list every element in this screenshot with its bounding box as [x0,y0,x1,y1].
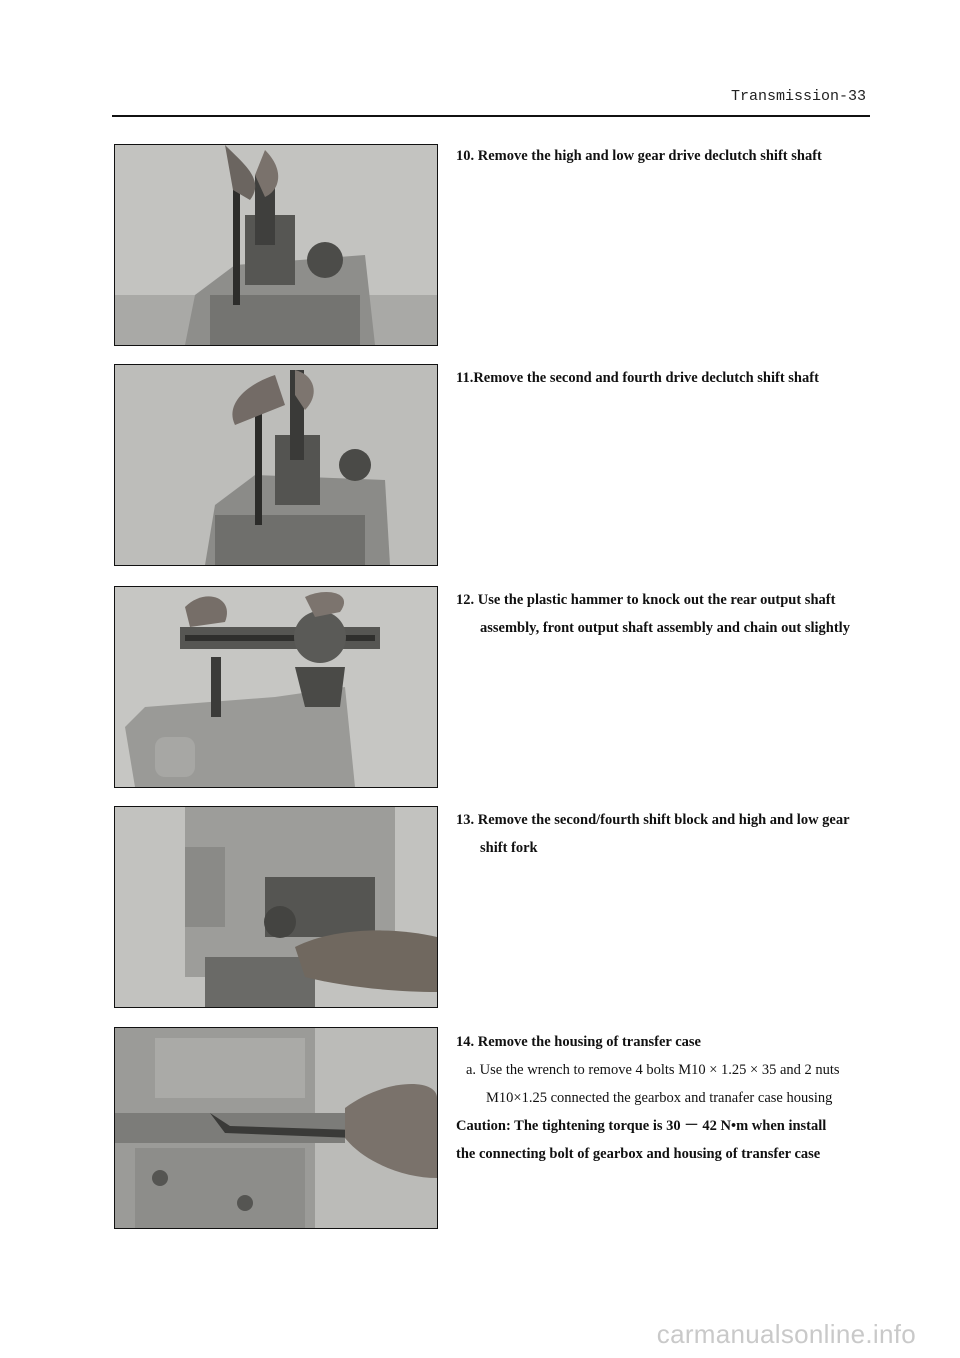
step-14-caution-line1: Caution: The tightening torque is 30 － 42 N•m when install [456,1118,827,1134]
photo-knock-out-output-shafts [114,586,438,788]
watermark: carmanualsonline.info [656,1319,916,1349]
step-11 [456,364,886,392]
step-14-title: 14. Remove the housing of transfer case [456,1034,701,1050]
photo-remove-transfer-case-housing [114,1027,438,1229]
step-12 [456,586,886,642]
step-11-text: 11.Remove the second and fourth drive declutch shift shaft [456,370,819,386]
step-14-sub-a-line2: M10×1.25 connected the gearbox and tranafer case housing [486,1090,833,1106]
step-10 [456,142,886,170]
step-13-text-line1: 13. Remove the second/fourth shift block and high and low gear [456,812,850,828]
step-13 [456,806,886,862]
step-14-sub-a-line1: a. Use the wrench to remove 4 bolts M10 × 1.25 × 35 and 2 nuts [466,1062,840,1078]
step-12-text-line2: assembly, front output shaft assembly and chain out slightly [480,620,850,636]
step-13-text-line2: shift fork [480,840,538,856]
page-header-label: Transmission-33 [730,88,866,105]
header-rule [112,115,870,117]
step-14-caution-line2: the connecting bolt of gearbox and housing of transfer case [456,1146,821,1162]
photo-remove-second-fourth-shift-shaft [114,364,438,566]
step-10-text: 10. Remove the high and low gear drive declutch shift shaft [456,148,822,164]
step-12-text-line1: 12. Use the plastic hammer to knock out the rear output shaft [456,592,836,608]
photo-remove-high-low-shift-shaft [114,144,438,346]
photo-remove-shift-block-fork [114,806,438,1008]
step-14 [456,1028,886,1168]
